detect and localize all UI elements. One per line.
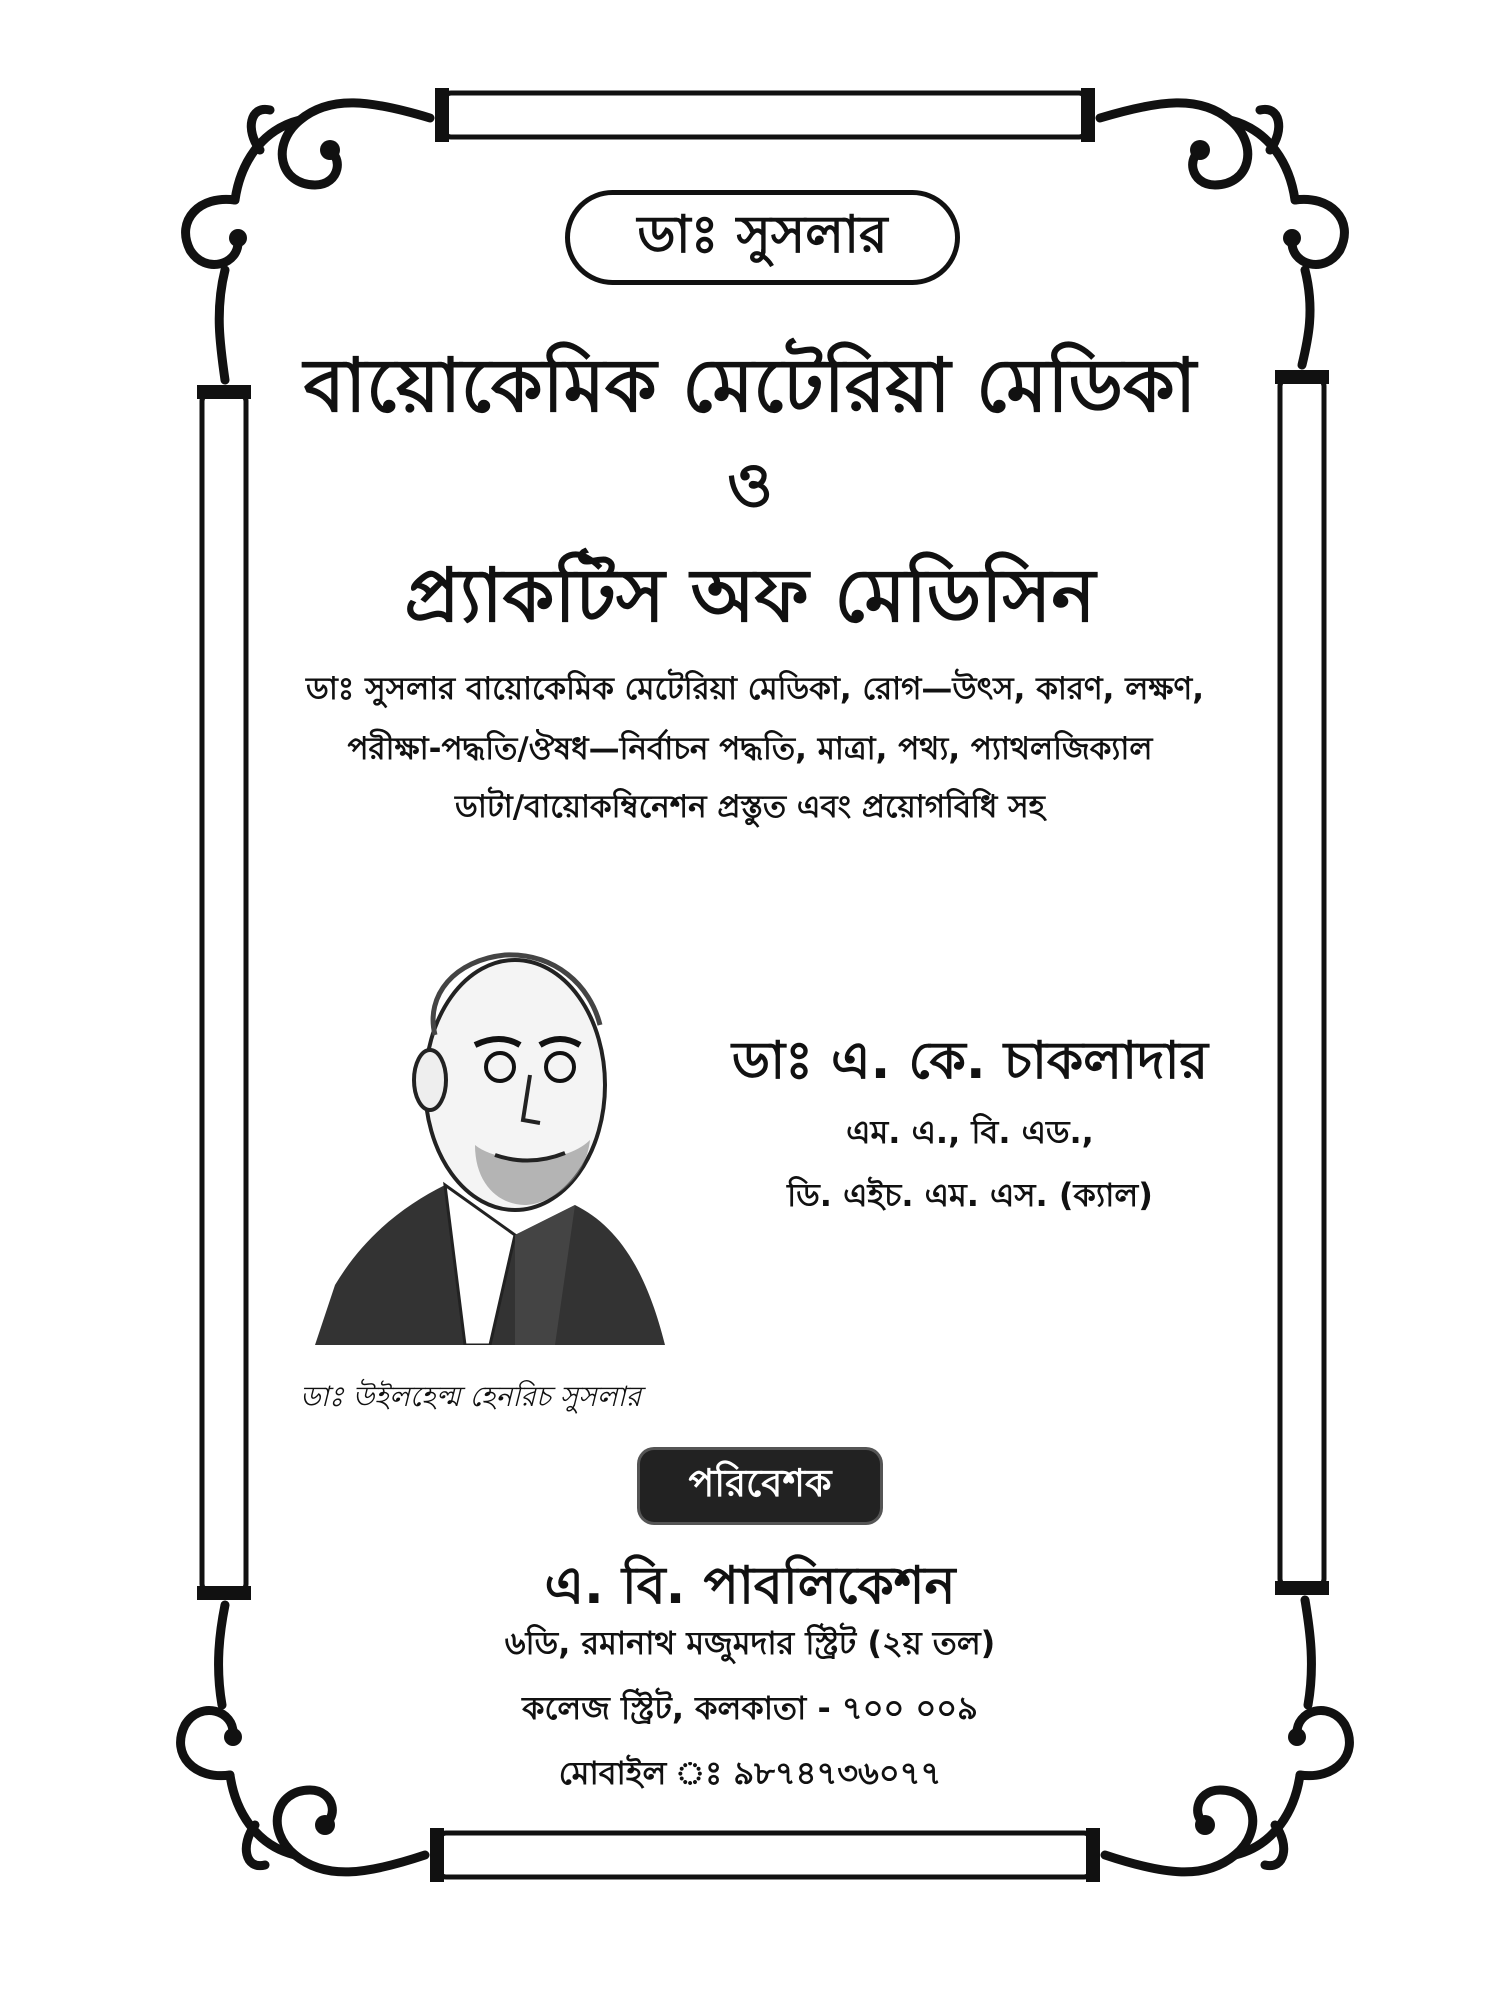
mobile-number: মোবাইল ঃ ৯৮৭৪৭৩৬০৭৭ (558, 1754, 942, 1792)
address-line1: ৬ডি, রমানাথ মজুমদার স্ট্রিট (২য় তল) (504, 1624, 996, 1662)
portrait-image (315, 905, 675, 1345)
publisher-name: এ. বি. পাবলিকেশন (544, 1556, 956, 1616)
bottom-scroll-bar (440, 1833, 1090, 1877)
subtitle-line2: পরীক্ষা-পদ্ধতি/ঔষধ—নির্বাচন পদ্ধতি, মাত্রা, পথ্য, প্যাথলজিক্যাল (347, 731, 1153, 767)
book-title-line2: প্র্যাকটিস অফ মেডিসিন (404, 553, 1096, 639)
author-name-badge (565, 190, 960, 285)
distributor-badge (640, 1450, 880, 1522)
subtitle-line3: ডাটা/বায়োকম্বিনেশন প্রস্তুত এবং প্রয়োগবিধি সহ (455, 789, 1045, 825)
top-scroll-bar (445, 93, 1085, 137)
flourish-top-right (1100, 103, 1344, 365)
author-badge-text: ডাঃ সুসলার (637, 205, 888, 265)
author-degree-line2: ডি. এইচ. এম. এস. (ক্যাল) (787, 1176, 1153, 1214)
distributor-label: পরিবেশক (688, 1461, 832, 1505)
address-line2: কলেজ স্ট্রিট, কলকাতা - ৭০০ ০০৯ (522, 1689, 978, 1727)
author-name: ডাঃ এ. কে. চাকলাদার (731, 1031, 1209, 1091)
book-title-line1: বায়োকেমিক মেটেরিয়া মেডিকা (303, 343, 1197, 429)
author-degree-line1: এম. এ., বি. এড., (846, 1113, 1094, 1151)
book-title-conjunction: ও (727, 448, 773, 521)
portrait-caption: ডাঃ উইলহেল্ম হেনরিচ সুসলার (300, 1380, 642, 1413)
subtitle-line1: ডাঃ সুসলার বায়োকেমিক মেটেরিয়া মেডিকা, রোগ—উৎস, কারণ, লক্ষণ, (306, 671, 1204, 707)
